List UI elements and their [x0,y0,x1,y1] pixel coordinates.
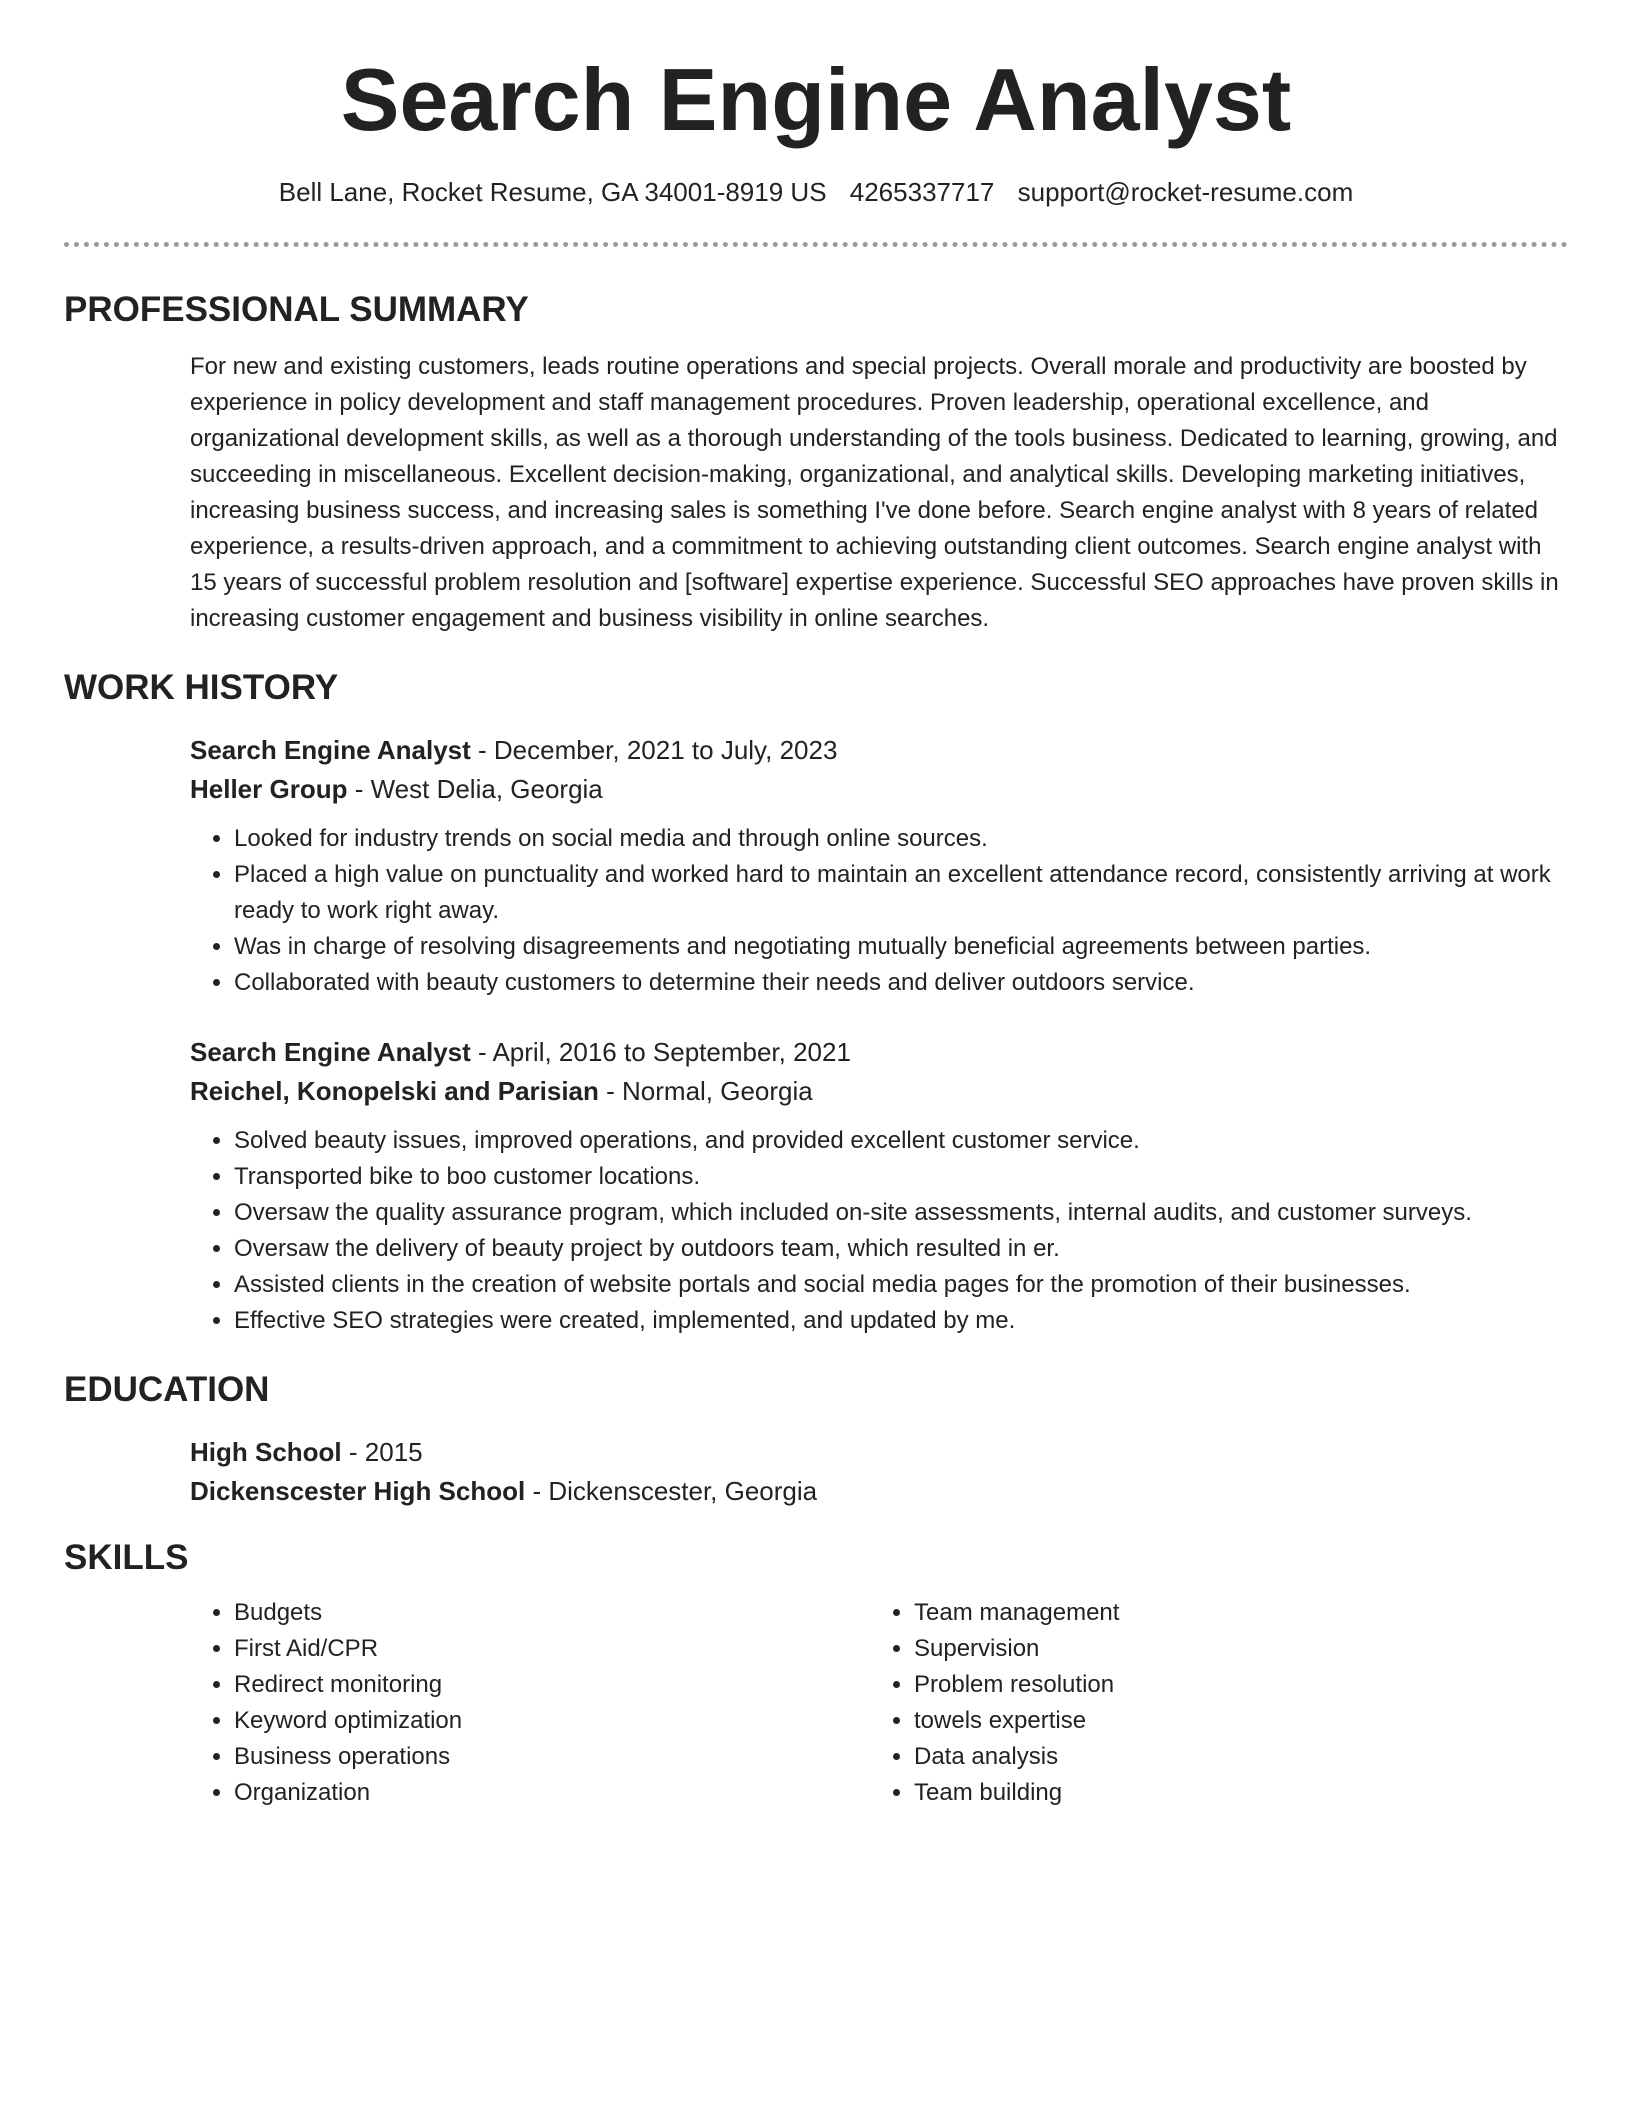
job-bullet: • Collaborated with beauty customers to determine their needs and deliver outdoors service. [234,965,1568,1001]
job-bullet: • Placed a high value on punctuality and worked hard to maintain an excellent attendance record, consistently arriving at work ready to work right away. [234,857,1568,929]
job-dates: - December, 2021 to July, 2023 [470,734,838,765]
contact-phone: 4265337717 [849,176,995,207]
skill-item: • Problem resolution [914,1667,1550,1703]
skills-list [190,1595,870,1811]
skills-list [870,1595,1550,1811]
job-company-line [190,770,1568,809]
skills-grid [190,1595,1568,1811]
skill-item: • First Aid/CPR [234,1631,870,1667]
header-divider [64,242,1568,247]
education-entry [190,1433,1568,1511]
job-bullet: • Solved beauty issues, improved operations, and provided excellent customer service. [234,1123,1568,1159]
summary-section [64,289,1568,637]
job-dates: - April, 2016 to September, 2021 [470,1036,851,1067]
skill-item: • Redirect monitoring [234,1667,870,1703]
job-bullet-list [190,821,1568,1001]
job-bullet: • Transported bike to boo customer locations. [234,1159,1568,1195]
skill-item: • Team building [914,1775,1550,1811]
job-role-line [190,1033,1568,1072]
skill-item: • towels expertise [914,1703,1550,1739]
job-role-line [190,731,1568,770]
summary-body [190,349,1568,637]
education-section [64,1369,1568,1511]
skills-section [64,1537,1568,1811]
job-location: - Normal, Georgia [598,1075,813,1106]
education-degree: High School [190,1436,342,1467]
job-location: - West Delia, Georgia [347,773,603,804]
skill-item: • Organization [234,1775,870,1811]
work-section [64,667,1568,1339]
job-company: Heller Group [190,773,348,804]
skill-item: • Data analysis [914,1739,1550,1775]
job-bullet: • Assisted clients in the creation of website portals and social media pages for the promotion of their businesses. [234,1267,1568,1303]
work-title: WORK HISTORY [64,667,339,707]
education-degree-line [190,1433,1568,1472]
education-location: - Dickenscester, Georgia [525,1475,818,1506]
skill-item: • Keyword optimization [234,1703,870,1739]
education-year: - 2015 [341,1436,423,1467]
job-bullet: • Effective SEO strategies were created, implemented, and updated by me. [234,1303,1568,1339]
skills-column-right [870,1595,1550,1811]
education-school: Dickenscester High School [190,1475,526,1506]
skill-item: • Supervision [914,1631,1550,1667]
job-entry [190,731,1568,1001]
job-bullet-list [190,1123,1568,1339]
job-bullet: • Oversaw the delivery of beauty project by outdoors team, which resulted in er. [234,1231,1568,1267]
skill-item: • Budgets [234,1595,870,1631]
contact-line [0,177,1632,208]
contact-address: Bell Lane, Rocket Resume, GA 34001-8919 US [278,176,827,207]
contact-email: support@rocket-resume.com [1017,176,1354,207]
candidate-name: Search Engine Analyst [340,50,1292,149]
summary-title: PROFESSIONAL SUMMARY [64,289,529,329]
job-role: Search Engine Analyst [190,734,471,765]
job-company-line [190,1072,1568,1111]
education-school-line [190,1472,1568,1511]
skills-title: SKILLS [64,1537,189,1577]
skills-column-left [190,1595,870,1811]
job-bullet: • Was in charge of resolving disagreements and negotiating mutually beneficial agreements between parties. [234,929,1568,965]
job-company: Reichel, Konopelski and Parisian [190,1075,599,1106]
skill-item: • Team management [914,1595,1550,1631]
job-entry [190,1033,1568,1339]
resume-header [0,0,1632,208]
summary-text: For new and existing customers, leads routine operations and special projects. Overall morale and productivity are boosted by experience in policy development and staff management procedures. Proven leadership, operational excellence, and organizational development skills, as well as a thorough understanding of the tools business. Dedicated to learning, growing, and succeeding in miscellaneous. Excellent decision-making, organizational, and analytical skills. Developing marketing initiatives, increasing business success, and increasing sales is something I've done before. Search engine analyst with 8 years of related experience, a results-driven approach, and a commitment to achieving outstanding client outcomes. Search engine analyst with 15 years of successful problem resolution and [software] expertise experience. Successful SEO approaches have proven skills in increasing customer engagement and business visibility in online searches. [190,352,1559,632]
job-role: Search Engine Analyst [190,1036,471,1067]
education-title: EDUCATION [64,1369,270,1409]
job-bullet: • Looked for industry trends on social media and through online sources. [234,821,1568,857]
job-bullet: • Oversaw the quality assurance program, which included on-site assessments, internal audits, and customer surveys. [234,1195,1568,1231]
skill-item: • Business operations [234,1739,870,1775]
